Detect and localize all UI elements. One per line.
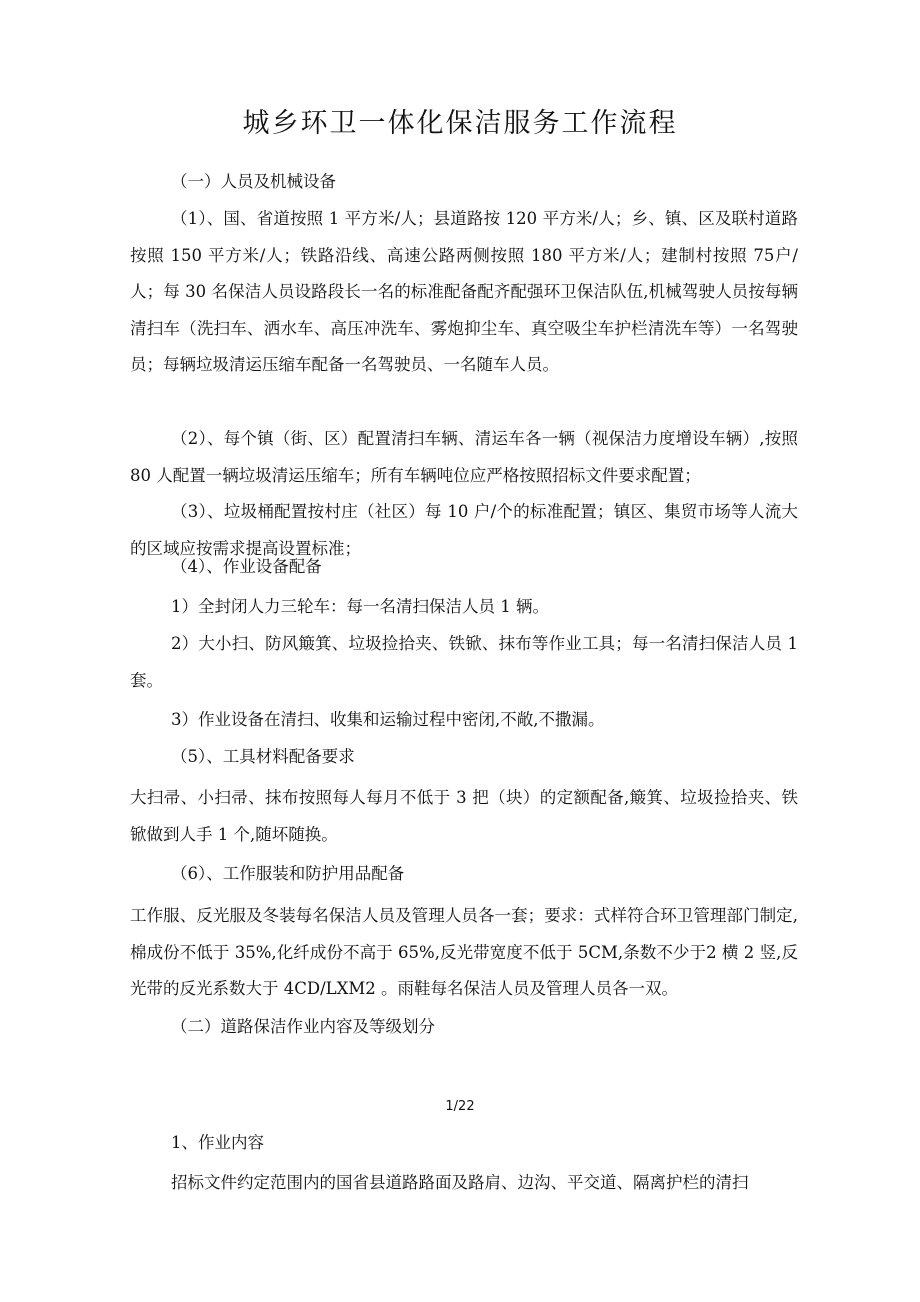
list-item-tricycle: 1）全封闭人力三轮车：每一名清扫保洁人员 1 辆。 — [171, 597, 549, 616]
list-item-tools: 2）大小扫、防风簸箕、垃圾捡拾夹、铁锨、抹布等作业工具；每一名清扫保洁人员 1 套。 — [130, 634, 798, 690]
paragraph-staffing-ratio: （1）、国、省道按照 1 平方米/人；县道路按 120 平方米/人；乡、镇、区及联村道路按照 150 平方米/人；铁路沿线、高速公路两侧按照 180 平方米/人；建制村按照 75户/人；每 30 名保洁人员设路段长一名的标准配备配齐配强环卫保洁队伍,机械驾驶人员按每辆清扫车（洗扫车、洒水车、高压冲洗车、雾炮抑尘车、真空吸尘车护栏清洗车等）一名驾驶员；每辆垃圾清运压缩车配备一名驾驶员、一名随车人员。 — [130, 209, 798, 374]
list-item-sealed-equipment: 3）作业设备在清扫、收集和运输过程中密闭,不敞,不撒漏。 — [171, 710, 605, 729]
heading-work-content: 1、作业内容 — [171, 1133, 264, 1152]
heading-equipment-provision: （4）、作业设备配备 — [171, 557, 322, 576]
document-title: 城乡环卫一体化保洁服务工作流程 — [242, 108, 678, 139]
heading-tool-materials: （5）、工具材料配备要求 — [171, 747, 355, 766]
heading-uniform-protection: （6）、工作服装和防护用品配备 — [171, 864, 405, 883]
paragraph-tool-quota: 大扫帚、小扫帚、抹布按照每人每月不低于 3 把（块）的定额配备,簸箕、垃圾捡拾夹、铁锨做到人手 1 个,随坏随换。 — [130, 788, 798, 844]
heading-personnel-equipment: （一）人员及机械设备 — [171, 172, 336, 191]
paragraph-vehicle-allocation: （2）、每个镇（街、区）配置清扫车辆、清运车各一辆（视保洁力度增设车辆）,按照 80 人配置一辆垃圾清运压缩车；所有车辆吨位应严格按照招标文件要求配置； — [130, 429, 798, 485]
heading-road-cleaning: （二）道路保洁作业内容及等级划分 — [171, 1017, 435, 1036]
page-number: 1/22 — [445, 1099, 475, 1114]
paragraph-uniform-requirements: 工作服、反光服及冬装每名保洁人员及管理人员各一套；要求：式样符合环卫管理部门制定,棉成份不低于 35%,化纤成份不高于 65%,反光带宽度不低于 5CM,条数不少于2 横 2 竖,反光带的反光系数大于 4CD/LXM2 。雨鞋每名保洁人员及管理人员各一双。 — [130, 906, 798, 998]
paragraph-bin-allocation: （3）、垃圾桶配置按村庄（社区）每 10 户/个的标准配置；镇区、集贸市场等人流大的区域应按需求提高设置标准； — [130, 502, 798, 558]
paragraph-work-scope: 招标文件约定范围内的国省县道路路面及路肩、边沟、平交道、隔离护栏的清扫 — [171, 1173, 749, 1192]
